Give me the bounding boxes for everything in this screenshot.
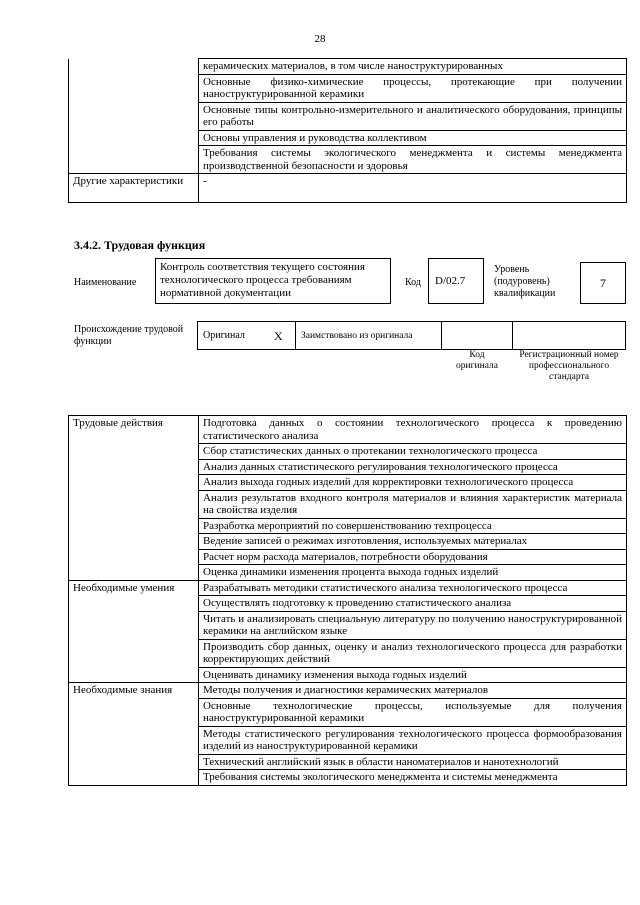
top-knowledge-table (68, 58, 627, 203)
table-row (69, 174, 627, 203)
table-row (69, 683, 627, 699)
knowledge-item: Требования системы экологического менеджмента и системы менеджмента производственной безопасности и здоровья (199, 146, 627, 174)
group-item: Читать и анализировать специальную литературу по получению наноструктурированной керамики на английском языке (199, 611, 627, 639)
borrowed-label: Заимствовано из оригинала (301, 331, 413, 341)
group-item: Анализ данных статистического регулирования технологического процесса (199, 459, 627, 475)
group-label: Необходимые знания (69, 683, 199, 786)
group-item: Сбор статистических данных о протекании технологического процесса (199, 444, 627, 460)
level-box (580, 262, 626, 304)
group-item: Методы получения и диагностики керамических материалов (199, 683, 627, 699)
group-item: Производить сбор данных, оценку и анализ технологического процесса для разработки корректирующих действий (199, 639, 627, 667)
group-label: Необходимые умения (69, 580, 199, 683)
group-item: Требования системы экологического менеджмента и системы менеджмента (199, 770, 627, 786)
origin-reg-cell (512, 321, 626, 350)
group-item: Ведение записей о режимах изготовления, используемых материалах (199, 534, 627, 550)
level-label: Уровень (подуровень) квалификации (494, 264, 556, 299)
group-item: Основные технологические процессы, используемые для получения наноструктурированной керамики (199, 698, 627, 726)
other-characteristics-label: Другие характеристики (69, 174, 199, 203)
empty-label-cell (69, 59, 199, 174)
level-value: 7 (600, 276, 606, 290)
table-row (69, 416, 627, 444)
page-number: 28 (314, 33, 326, 45)
original-mark: X (274, 329, 283, 343)
origin-borrowed-cell (295, 321, 442, 350)
group-label: Трудовые действия (69, 416, 199, 581)
origin-original-cell (197, 321, 296, 350)
table-row (69, 59, 627, 75)
group-item: Оценивать динамику изменения выхода годных изделий (199, 667, 627, 683)
group-item: Оценка динамики изменения процента выхода годных изделий (199, 565, 627, 581)
group-item: Разрабатывать методики статистического анализа технологического процесса (199, 580, 627, 596)
origin-code-cell (441, 321, 513, 350)
knowledge-item: Основы управления и руководства коллективом (199, 130, 627, 146)
group-item: Методы статистического регулирования технологического процесса формообразования изделий из наноструктурированной керамики (199, 726, 627, 754)
section-title: 3.4.2. Трудовая функция (74, 238, 206, 252)
original-label: Оригинал (203, 330, 245, 341)
group-item: Анализ результатов входного контроля материалов и влияния характеристик материала на свойства изделия (199, 490, 627, 518)
knowledge-item: Основные типы контрольно-измерительного и аналитического оборудования, принципы его работы (199, 102, 627, 130)
group-item: Осуществлять подготовку к проведению статистического анализа (199, 596, 627, 612)
labor-function-table (68, 415, 627, 786)
code-caption: Код оригинала (456, 350, 498, 371)
name-label: Наименование (74, 277, 137, 288)
function-name: Контроль соответствия текущего состояния технологического процесса требованиям нормативной документации (160, 261, 365, 299)
origin-label: Происхождение трудовой функции (74, 324, 184, 347)
knowledge-item: Основные физико-химические процессы, протекающие при получении наноструктурированной керамики (199, 74, 627, 102)
group-item: Подготовка данных о состоянии технологического процесса к проведению статистического анализа (199, 416, 627, 444)
group-item: Анализ выхода годных изделий для корректировки технологического процесса (199, 475, 627, 491)
code-label: Код (405, 277, 421, 288)
function-code: D/02.7 (435, 275, 466, 287)
group-item: Технический английский язык в области наноматериалов и нанотехнологий (199, 754, 627, 770)
function-name-box (155, 258, 391, 304)
knowledge-item: керамических материалов, в том числе наноструктурированных (199, 59, 627, 75)
reg-caption: Регистрационный номер профессионального стандарта (519, 350, 619, 382)
group-item: Разработка мероприятий по совершенствованию техпроцесса (199, 518, 627, 534)
group-item: Расчет норм расхода материалов, потребности оборудования (199, 549, 627, 565)
other-characteristics-value: - (199, 174, 627, 203)
function-code-box (428, 258, 484, 304)
table-row (69, 580, 627, 596)
